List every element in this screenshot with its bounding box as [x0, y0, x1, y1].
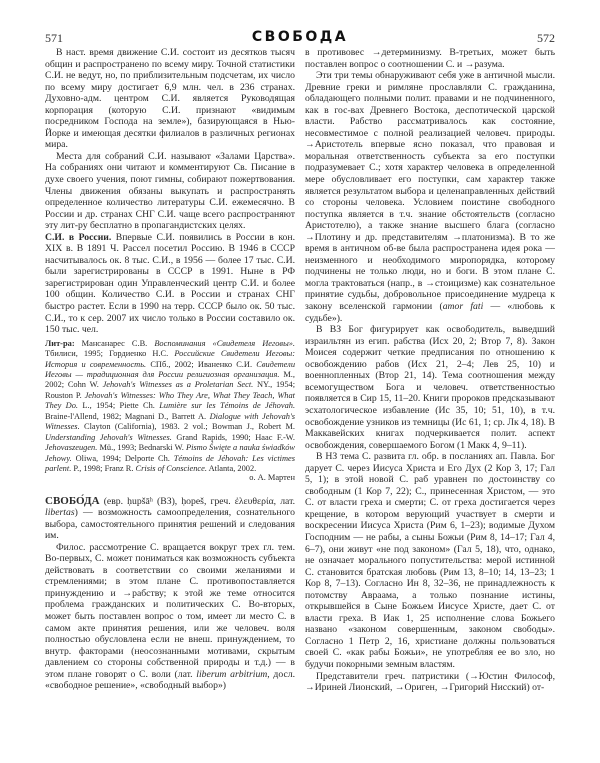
- paragraph-text: , досл. «свободное решение», «свободный выбор»): [45, 668, 295, 692]
- paragraph: Места для собраний С.И. называют «Залами Царства». На собраниях они читают и комментируют Св. Писание в духе своего учения, поют гимны, собирают пожертвования. Члены движения обязаны выкупать и распространять определенное количество литературы С.И. ежемесячно. В России и др. странах СНГ С.И. чаще всего распространяют эту лит-ру бесплатно в пропагандистских целях.: [45, 150, 295, 232]
- bib-publication: Mü., 1993;: [99, 443, 137, 453]
- paragraph-russia: [45, 232, 295, 336]
- bib-author: Delporte Ch.: [124, 453, 170, 463]
- latin-term: liberum arbitrium: [196, 668, 268, 680]
- bib-author: Bowman J., Robert M.: [212, 422, 296, 432]
- bib-title: Свидетели Иеговы — традиционная для России религиозная организация.: [45, 359, 296, 380]
- bib-author: Bednarski W.: [138, 443, 184, 453]
- bib-title: Воспоминания «Свидетеля Иеговы».: [154, 338, 296, 348]
- left-column: [45, 47, 295, 692]
- bib-author: Haac F.-W.: [255, 432, 296, 442]
- entry-definition: [45, 496, 295, 542]
- bibliography: [45, 339, 295, 475]
- paragraph-text: Эти три темы обнаруживают себя уже в античной мысли. Древние греки и римляне прославляли С. гражданина, обладающего полными полит. правами и не подчиненного, как в гос-вах Древнего Востока, деспотической царской власти. Рабство рассматривалось как состояние, несовместимое с полной реализацией человеч. природы. →Аристотель впервые ясно показал, что правовая и моральная ответственность субъекта за его поступки подразумевает С.; хотя характер человека в определенной мере обусловливает его поступки, сам характер также является результатом выбора и целенаправленных действий со стороны человека. Условием поистине свободного поступка является в т.ч. знание обстоятельств (согласно Аристотелю), а также знание высшего блага (согласно →Плотину и др. представителям →платонизма). В то же время в античном об-ве была распространена идея рока — неизменного и необходимого миропорядка, которому подчинены не только люди, но и боги. В этом плане С. могла трактоваться (напр., в →стоицизме) как сознательное принятие судьбы, добровольное присоединение мудреца к закону вселенской гармонии (: [305, 70, 555, 313]
- paragraph: Представители греч. патристики (→Юстин Философ, →Ириней Лионский, →Ориген, →Григорий Нисский) от-: [305, 670, 555, 694]
- page-number-right: 572: [537, 31, 555, 45]
- paragraph: в противовес →детерминизму. В-третьих, может быть поставлен вопрос о соотношении С. и →разума.: [305, 47, 555, 70]
- bib-title: Российские Свидетели Иеговы: История и современность.: [45, 349, 296, 369]
- bib-author: Мансанарес С.В.: [81, 338, 148, 348]
- bib-title: Jehovah's Witnesses: Who They Are, What They Teach, What They Do.: [45, 390, 296, 411]
- bib-title: Lumière sur les Témoins de Jéhovah.: [159, 401, 296, 411]
- bib-publication: NY., 1954;: [257, 380, 296, 390]
- bib-author: Cohn W.: [67, 380, 99, 390]
- page-header: [0, 30, 600, 46]
- right-column: [305, 47, 555, 694]
- bib-publication: М., 2002;: [45, 370, 295, 390]
- latin-term: amor fati: [442, 301, 484, 313]
- section-heading: С.И. в России.: [45, 231, 112, 243]
- entry-definition-text: ) — возможность самоопределения, сознательного выбора, самостоятельного принятия решений и следования им.: [45, 507, 295, 542]
- running-title: СВОБОДА: [251, 29, 349, 45]
- paragraph: В ВЗ Бог фигурирует как освободитель, выведший израильтян из егип. рабства (Исх 20, 2; Втор 7, 8). Закон Моисея содержит четкие предписания по отношению к освобождению рабов (Исх 21, 2–4; Лев 25, 10) и военнопленных (Втор 21, 14). Тема соотношения между всемогуществом Бога и человеч. ответственностью появляется в Сир 15, 11–20. Книги пророков предсказывают эсхатологическое избавление (Ис 35, 10; 51, 10), в т.ч. освобождение узников из темницы (Ис 61, 1; ср. Лк 4, 18). В Маккавейских книгах подчеркивается полит. аспект освобождения, совершаемого Богом (1 Макк 4, 9–11).: [305, 324, 555, 451]
- paragraph-text: — «любовь к судьбе»).: [305, 301, 556, 324]
- bib-title: Jehovah's Witnesses as a Proletarian Sect.: [102, 380, 254, 390]
- page-number-left: 571: [45, 31, 63, 45]
- bib-title: Understanding Jehovah's Witnesses.: [45, 432, 172, 442]
- paragraph-text: Впервые С.И. появились в России в кон. XIX в. В 1891 Ч. Рассел посетил Россию. В 1946 в СССР насчитывалось ок. 8 тыс. С.И., в 1956 — более 17 тыс. С.И. были зарегистрированы в СССР в 1991. Ныне в РФ зарегистрирован один Управленческий центр С.И. и более 100 общин. Количество С.И. в России и странах СНГ быстро растет. Если в 1990 на терр. СССР было ок. 50 тыс. С.И., то к сер. 2007 их число только в России составило ок. 150 тыс. чел.: [45, 231, 296, 336]
- paragraph: [45, 542, 295, 692]
- bibliography-item: [68, 380, 295, 389]
- bib-author: Rouston P.: [45, 390, 82, 400]
- bib-title: Pismo Święte a nauka świadków Jehowy.: [45, 443, 296, 463]
- bibliography-label: Лит-ра:: [45, 338, 75, 348]
- bib-title: Jehovaszeugen.: [45, 443, 98, 453]
- bib-title: Témoins de Jéhovah: Les victimes parlent.: [45, 453, 296, 474]
- bib-author: Иваненко С.И.: [197, 359, 253, 369]
- author-signature: о. А. Мартен: [249, 472, 295, 482]
- entry-headword: СВОБО́ДА: [45, 494, 100, 507]
- bib-publication: Clayton (California), 1983. 2 vol.;: [84, 422, 208, 432]
- bib-publication: Atlanta, 2002.: [208, 464, 257, 474]
- bib-author: Franz R.: [104, 464, 134, 474]
- bib-publication: Oliwa, 1994;: [75, 453, 122, 463]
- bibliography-item: [105, 464, 257, 473]
- bib-publication: Grand Rapids, 1990;: [176, 432, 251, 442]
- entry-latin: libertas: [45, 507, 75, 519]
- bib-publication: Тбилиси, 1995;: [45, 349, 104, 359]
- bib-title: Crisis of Conscience.: [135, 464, 207, 474]
- paragraph-text: Филос. рассмотрение С. вращается вокруг трех гл. тем. Во-первых, С. может пониматься как возможность субъекта действовать в соответствии со своими желаниями и стремлениями; в этом плане С. противопоставляется принуждению и →рабству; к этой же теме относится проблема гражданских и политических С. Во-вторых, может быть поставлен вопрос о том, имеет ли место С. в самом акте принятия решения, или же человеч. воля полностью обусловлена если не внеш. принуждением, то внутр. факторами (неосознанными мотивами, скрытым давлением со стороны собственной природы и т.д.) — в этом плане говорят о С. воли (лат.: [45, 541, 295, 680]
- entry-etymology: (евр. ḥupšāʰ (ВЗ), ḥopeš, греч. ἐλευθερία, лат.: [99, 495, 295, 507]
- bib-author: Гордиенко Н.С.: [109, 349, 169, 359]
- paragraph: В НЗ тема С. развита гл. обр. в посланиях ап. Павла. Бог дарует С. через Иисуса Христа и Его Дух (2 Кор 3, 17; Гал 5, 1); в этой новой С. раб уравнен по достоинству со свободным (1 Кор 7, 22); С., принесенная Христом, — это С. от власти греха и смерти; С. от греха достигается через крещение, в котором верующий участвует в смерти и воскресении Иисуса Христа (Рим 6, 1–23); водимые Духом Господним — не рабы, а сыны Божьи (Рим 8, 14–17; Гал 4, 6–7), они живут «не под законом» (Гал 5, 18), что, однако, не означает морального попустительства: мерой истинной С. становится братская любовь (Рим 13, 8–10; 14, 13–23; 1 Кор 8, 7–13). Согласно Ин 8, 32–36, не принадлежность к потомству Авраама, а только познание истины, открывшейся в Сыне Божьем Иисусе Христе, дает С. от власти греха. В Иак 1, 25 исполнение слова Божьего названо «законом совершенным, законом свободы». Согласно 1 Петр 2, 16, христиане должны пользоваться своей С. «как рабы Божьи», не употребляя ее во зло, но будучи покорными земным властям.: [305, 451, 555, 670]
- bib-title: Dialogue with Jehovah's Witnesses.: [45, 411, 296, 432]
- bib-author: Magnani D., Barrett A.: [124, 411, 207, 421]
- paragraph: В наст. время движение С.И. состоит из десятков тысяч общин и распространено по всему миру. Точной статистики С.И. не ведут, но, по приблизительным подсчетам, их число по всему миру достигает 6,9 млн. чел. в 236 странах. Духовно-адм. центром С.И. является Руководящая корпорация (которую С.И. признают «видимым посредником Господа на земле»), базирующаяся в Нью-Йорке и имеющая десятки филиалов в различных регионах мира.: [45, 47, 295, 151]
- bib-publication: СПб., 2002;: [150, 359, 194, 369]
- bib-publication: P., 1998;: [73, 464, 103, 474]
- bib-publication: Braine-l'Allend, 1982;: [45, 411, 122, 421]
- bib-publication: L., 1954;: [82, 401, 116, 411]
- bib-author: Piette Ch.: [119, 401, 155, 411]
- paragraph: [305, 70, 555, 324]
